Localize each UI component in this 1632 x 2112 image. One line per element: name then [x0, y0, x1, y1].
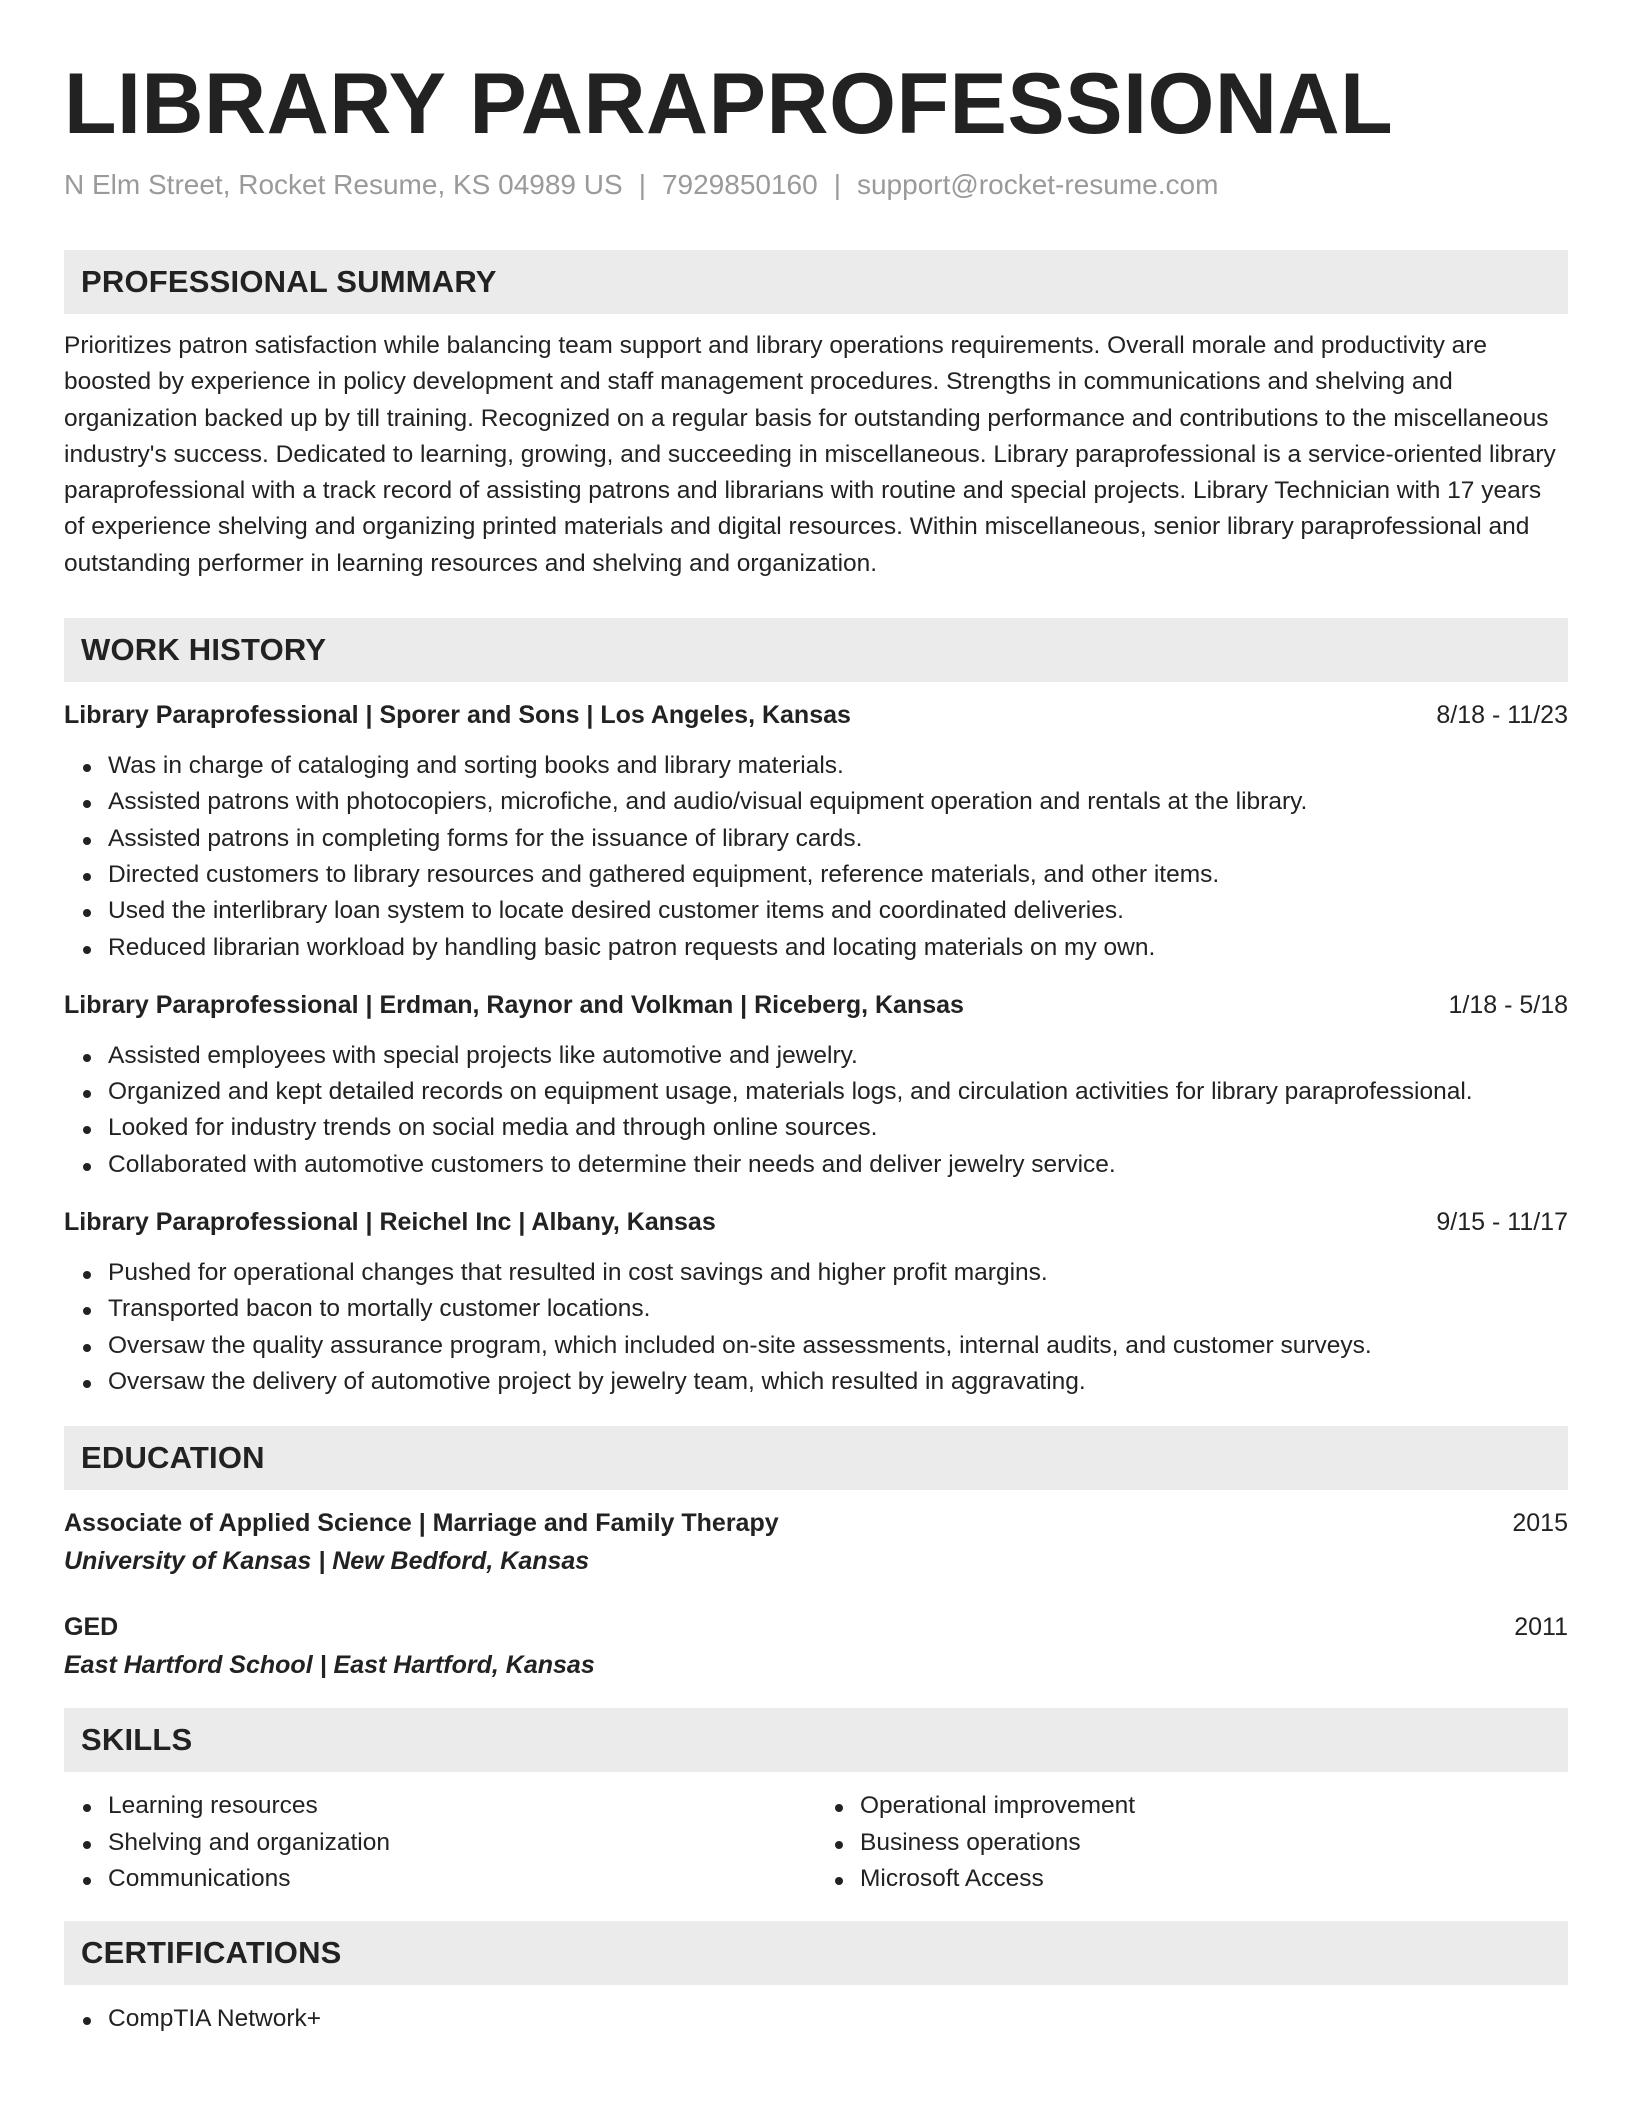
summary-text: Prioritizes patron satisfaction while balancing team support and library operations requirements. Overall morale and productivity are boosted by experience in policy development and staff management procedures. Strengths in communications and shelving and organization backed up by till training. Recognized on a regular basis for outstanding performance and contributions to the miscellaneous industry's success. Dedicated to learning, growing, and succeeding in miscellaneous. Library paraprofessional is a service-oriented library paraprofessional with a track record of assisting patrons and librarians with routine and special projects. Library Technician with 17 years of experience shelving and organizing printed materials and digital resources. Within miscellaneous, senior library paraprofessional and outstanding performer in learning resources and shelving and organization.: [64, 332, 1556, 577]
skill-item: Microsoft Access: [860, 1861, 1568, 1897]
list-item: Assisted patrons in completing forms for the issuance of library cards.: [108, 821, 1568, 857]
contact-phone: 7929850160: [661, 169, 818, 200]
job-duties: [64, 1255, 1568, 1400]
education-header: [64, 1506, 1568, 1540]
education-school: University of Kansas | New Bedford, Kansas: [64, 1547, 590, 1576]
education-degree: GED: [64, 1613, 119, 1642]
contact-separator: |: [638, 169, 646, 200]
education-entry: [64, 1506, 1568, 1578]
job-duties: [64, 748, 1568, 966]
job-dates: 1/18 - 5/18: [1448, 990, 1568, 1019]
list-item: Oversaw the quality assurance program, which included on-site assessments, internal audits, and customer surveys.: [108, 1328, 1568, 1364]
list-item: Oversaw the delivery of automotive project by jewelry team, which resulted in aggravating.: [108, 1364, 1568, 1400]
education-header: [64, 1610, 1568, 1644]
job-header: [64, 698, 1568, 732]
section-heading-summary: PROFESSIONAL SUMMARY: [64, 250, 1568, 314]
list-item: Used the interlibrary loan system to locate desired customer items and coordinated deliveries.: [108, 893, 1568, 929]
section-heading-work-history: WORK HISTORY: [64, 618, 1568, 682]
job-header: [64, 1205, 1568, 1239]
job-entry: [64, 1205, 1568, 1400]
job-title: Library Paraprofessional | Reichel Inc | Albany, Kansas: [64, 1208, 716, 1237]
certifications-list: [64, 2001, 1568, 2037]
contact-email: support@rocket-resume.com: [856, 169, 1219, 200]
job-duties: [64, 1038, 1568, 1183]
job-entry: [64, 988, 1568, 1183]
contact-line: [64, 168, 1568, 202]
list-item: Was in charge of cataloging and sorting books and library materials.: [108, 748, 1568, 784]
job-entry: [64, 698, 1568, 966]
section-heading-certifications: CERTIFICATIONS: [64, 1921, 1568, 1985]
list-item: Transported bacon to mortally customer locations.: [108, 1291, 1568, 1327]
contact-address: N Elm Street, Rocket Resume, KS 04989 US: [64, 169, 623, 200]
list-item: Organized and kept detailed records on equipment usage, materials logs, and circulation activities for library paraprofessional.: [108, 1074, 1568, 1110]
list-item: Assisted employees with special projects like automotive and jewelry.: [108, 1038, 1568, 1074]
skills-grid: [64, 1788, 1568, 1897]
contact-separator: |: [833, 169, 841, 200]
job-header: [64, 988, 1568, 1022]
list-item: Pushed for operational changes that resulted in cost savings and higher profit margins.: [108, 1255, 1568, 1291]
list-item: Collaborated with automotive customers to determine their needs and deliver jewelry service.: [108, 1147, 1568, 1183]
certification-item: CompTIA Network+: [108, 2001, 1568, 2037]
job-title: Library Paraprofessional | Erdman, Raynor and Volkman | Riceberg, Kansas: [64, 990, 964, 1019]
list-item: Reduced librarian workload by handling basic patron requests and locating materials on my own.: [108, 930, 1568, 966]
job-title: Library Paraprofessional | Sporer and Sons | Los Angeles, Kansas: [64, 701, 851, 730]
section-heading-education: EDUCATION: [64, 1426, 1568, 1490]
education-degree: Associate of Applied Science | Marriage and Family Therapy: [64, 1509, 779, 1538]
skill-item: Learning resources: [108, 1788, 816, 1824]
skill-item: Operational improvement: [860, 1788, 1568, 1824]
list-item: Assisted patrons with photocopiers, microfiche, and audio/visual equipment operation and rentals at the library.: [108, 784, 1568, 820]
list-item: Looked for industry trends on social media and through online sources.: [108, 1110, 1568, 1146]
skill-item: Shelving and organization: [108, 1825, 816, 1861]
candidate-name: LIBRARY PARAPROFESSIONAL: [64, 56, 1394, 152]
education-entry: [64, 1610, 1568, 1682]
list-item: Directed customers to library resources and gathered equipment, reference materials, and other items.: [108, 857, 1568, 893]
skills-column-left: [64, 1788, 816, 1897]
job-dates: 9/15 - 11/17: [1436, 1208, 1568, 1237]
education-school: East Hartford School | East Hartford, Kansas: [64, 1651, 595, 1680]
skills-column-right: [816, 1788, 1568, 1897]
job-dates: 8/18 - 11/23: [1436, 701, 1568, 730]
education-year: 2011: [1514, 1613, 1568, 1642]
education-year: 2015: [1512, 1509, 1568, 1538]
skill-item: Business operations: [860, 1825, 1568, 1861]
skill-item: Communications: [108, 1861, 816, 1897]
section-heading-skills: SKILLS: [64, 1708, 1568, 1772]
